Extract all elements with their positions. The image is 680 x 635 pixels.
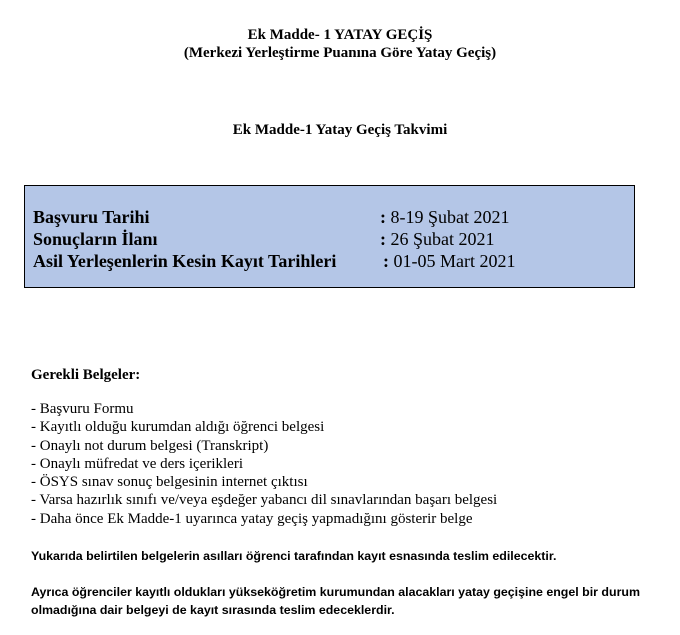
note-no-obstacle-document: Ayrıca öğrenciler kayıtlı oldukları yükseköğretim kurumundan alacakları yatay geçişine engel bir durum olmadığına dair belgeyi de kayıt sırasında teslim edeceklerdir. (31, 585, 640, 617)
schedule-value-wrapper (383, 250, 515, 272)
list-item: - Onaylı müfredat ve ders içerikleri (31, 455, 243, 472)
colon-separator: : (383, 251, 389, 271)
list-item: - Başvuru Formu (31, 401, 134, 417)
schedule-value-wrapper (380, 206, 510, 228)
schedule-label: Asil Yerleşenlerin Kesin Kayıt Tarihleri (33, 251, 337, 271)
list-item: - Kayıtlı olduğu kurumdan aldığı öğrenci belgesi (31, 419, 325, 436)
list-item: - ÖSYS sınav sonuç belgesinin internet çıktısı (31, 474, 308, 491)
schedule-row-registration-dates (33, 250, 516, 272)
required-documents-heading: Gerekli Belgeler: (31, 367, 141, 383)
schedule-label: Sonuçların İlanı (33, 229, 158, 249)
document-subtitle: (Merkezi Yerleştirme Puanına Göre Yatay Geçiş) (183, 45, 497, 61)
schedule-box (24, 185, 635, 288)
document-title: Ek Madde- 1 YATAY GEÇİŞ (247, 27, 433, 43)
required-documents-list (31, 400, 497, 528)
schedule-value: 01-05 Mart 2021 (393, 251, 516, 271)
schedule-value: 26 Şubat 2021 (390, 229, 495, 249)
schedule-label: Başvuru Tarihi (33, 207, 150, 227)
colon-separator: : (380, 207, 386, 227)
colon-separator: : (380, 229, 386, 249)
schedule-row-results-date (33, 228, 495, 250)
note-originals: Yukarıda belirtilen belgelerin asılları öğrenci tarafından kayıt esnasında teslim edilecektir. (31, 549, 557, 563)
list-item: - Onaylı not durum belgesi (Transkript) (31, 437, 269, 454)
schedule-row-application-date (33, 206, 510, 228)
schedule-value: 8-19 Şubat 2021 (390, 207, 510, 227)
list-item: - Varsa hazırlık sınıfı ve/veya eşdeğer yabancı dil sınavlarından başarı belgesi (31, 492, 498, 509)
calendar-title: Ek Madde-1 Yatay Geçiş Takvimi (232, 122, 448, 138)
list-item: - Daha önce Ek Madde-1 uyarınca yatay geçiş yapmadığını gösterir belge (31, 510, 473, 527)
schedule-value-wrapper (380, 228, 495, 250)
